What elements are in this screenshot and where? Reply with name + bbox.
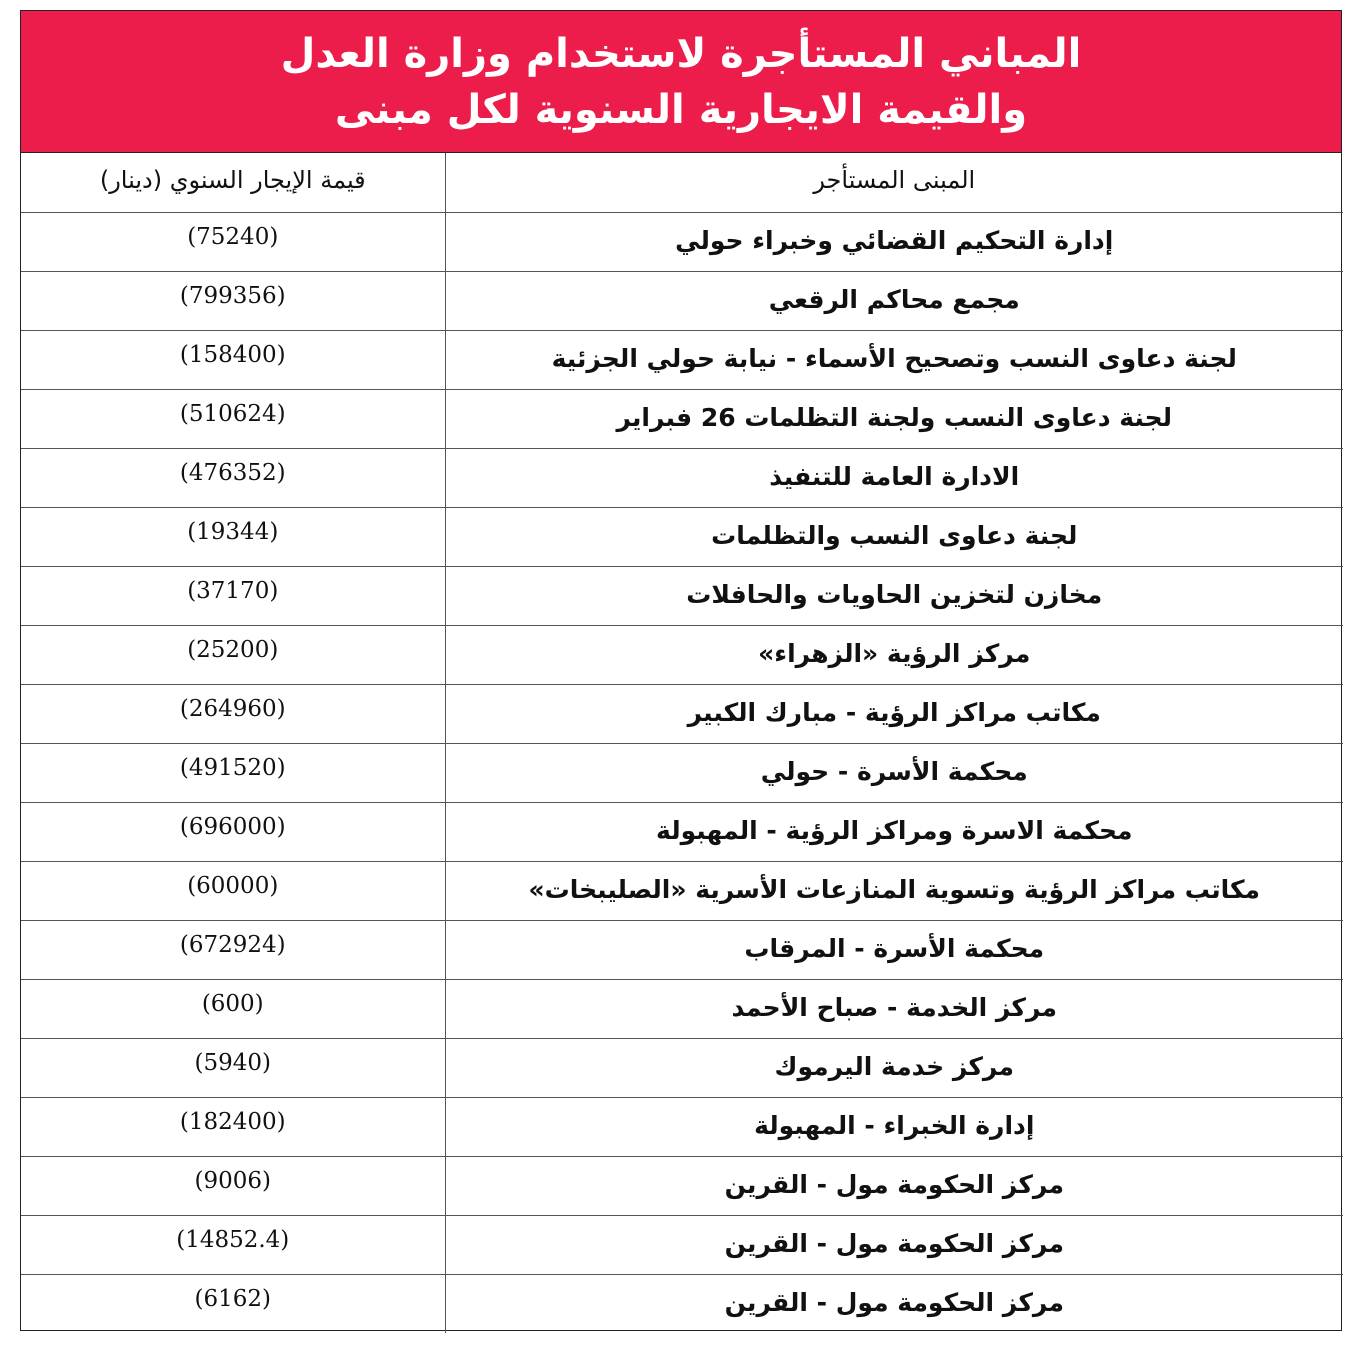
table-row [21,920,1343,979]
table-row [21,1156,1343,1215]
annual-rent-value: (14852.4) [21,1215,445,1274]
annual-rent-value: (25200) [21,625,445,684]
annual-rent-value: (672924) [21,920,445,979]
annual-rent-value: (5940) [21,1038,445,1097]
annual-rent-value: (264960) [21,684,445,743]
table-row [21,1097,1343,1156]
building-name: مركز الرؤية «الزهراء» [445,625,1343,684]
building-name: إدارة التحكيم القضائي وخبراء حولي [445,212,1343,271]
building-name: إدارة الخبراء - المهبولة [445,1097,1343,1156]
rent-table-frame [20,10,1342,1331]
table-row [21,1038,1343,1097]
annual-rent-value: (600) [21,979,445,1038]
table-row [21,684,1343,743]
table-row [21,743,1343,802]
table-row [21,330,1343,389]
title-line-2: والقيمة الايجارية السنوية لكل مبنى [334,86,1028,133]
annual-rent-value: (6162) [21,1274,445,1333]
annual-rent-value: (158400) [21,330,445,389]
title-line-1: المباني المستأجرة لاستخدام وزارة العدل [280,30,1082,77]
table-row [21,625,1343,684]
annual-rent-value: (799356) [21,271,445,330]
building-name: لجنة دعاوى النسب وتصحيح الأسماء - نيابة حولي الجزئية [445,330,1343,389]
annual-rent-value: (19344) [21,507,445,566]
table-row [21,448,1343,507]
annual-rent-value: (476352) [21,448,445,507]
header-rented-building: المبنى المستأجر [445,153,1343,212]
building-name: مكاتب مراكز الرؤية وتسوية المنازعات الأسرية «الصليبخات» [445,861,1343,920]
table-row [21,271,1343,330]
annual-rent-value: (9006) [21,1156,445,1215]
table-row [21,566,1343,625]
table-row [21,802,1343,861]
building-name: لجنة دعاوى النسب والتظلمات [445,507,1343,566]
table-header-row [21,153,1343,212]
building-name: لجنة دعاوى النسب ولجنة التظلمات 26 فبراير [445,389,1343,448]
table-row [21,1274,1343,1333]
annual-rent-value: (37170) [21,566,445,625]
table-row [21,212,1343,271]
building-name: مركز الحكومة مول - القرين [445,1215,1343,1274]
building-name: محكمة الأسرة - حولي [445,743,1343,802]
building-name: مجمع محاكم الرقعي [445,271,1343,330]
annual-rent-value: (75240) [21,212,445,271]
annual-rent-value: (60000) [21,861,445,920]
table-row [21,1215,1343,1274]
title-banner [21,11,1341,153]
annual-rent-value: (491520) [21,743,445,802]
table-row [21,389,1343,448]
annual-rent-value: (182400) [21,1097,445,1156]
building-name: محكمة الأسرة - المرقاب [445,920,1343,979]
building-name: مخازن لتخزين الحاويات والحافلات [445,566,1343,625]
building-name: الادارة العامة للتنفيذ [445,448,1343,507]
building-name: محكمة الاسرة ومراكز الرؤية - المهبولة [445,802,1343,861]
header-annual-rent: قيمة الإيجار السنوي (دينار) [21,153,445,212]
building-name: مركز خدمة اليرموك [445,1038,1343,1097]
annual-rent-value: (510624) [21,389,445,448]
table-row [21,861,1343,920]
building-name: مكاتب مراكز الرؤية - مبارك الكبير [445,684,1343,743]
building-name: مركز الحكومة مول - القرين [445,1274,1343,1333]
building-name: مركز الحكومة مول - القرين [445,1156,1343,1215]
table-row [21,979,1343,1038]
table-row [21,507,1343,566]
rent-table [21,153,1343,1333]
annual-rent-value: (696000) [21,802,445,861]
building-name: مركز الخدمة - صباح الأحمد [445,979,1343,1038]
table-body [21,212,1343,1333]
